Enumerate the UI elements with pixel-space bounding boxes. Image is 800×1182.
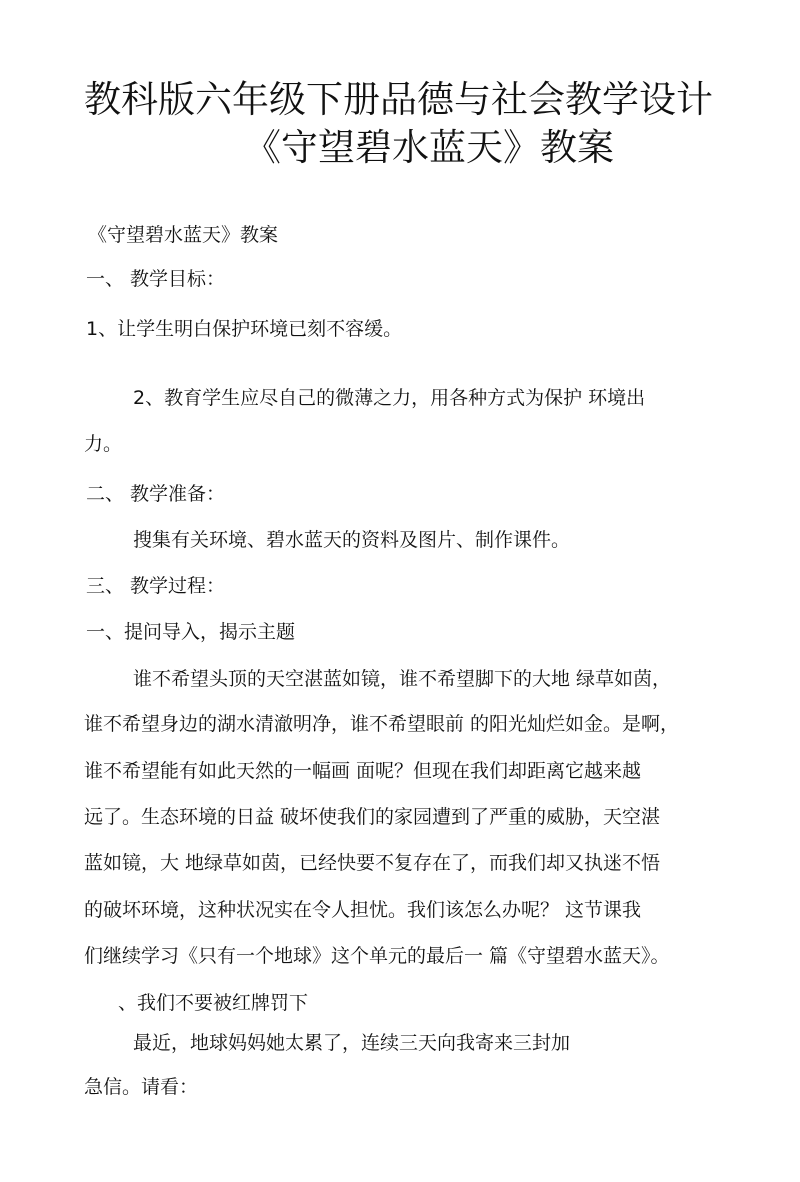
- section-process-heading: 三、 教学过程：: [86, 575, 226, 597]
- paragraph-line: 远了。生态环境的日益 破坏使我们的家园遭到了严重的威胁，天空湛: [84, 806, 661, 828]
- document-title-line-1: 教科版六年级下册品德与社会教学设计: [84, 78, 713, 121]
- paragraph-line: 谁不希望头顶的天空湛蓝如镜，谁不希望脚下的大地 绿草如茵，: [133, 668, 672, 690]
- step-1-heading: 一、提问导入，揭示主题: [86, 621, 296, 643]
- objective-1: 1、让学生明白保护环境已刻不容缓。: [86, 318, 403, 340]
- paragraph-line: 蓝如镜，大 地绿草如茵，已经快要不复存在了，而我们却又执迷不悟: [84, 852, 661, 874]
- paragraph-line: 的破坏环境，这种状况实在令人担忧。我们该怎么办呢？ 这节课我: [84, 899, 642, 921]
- preparation-text: 搜集有关环境、碧水蓝天的资料及图片、制作课件。: [133, 529, 571, 551]
- paragraph-line: 最近，地球妈妈她太累了，连续三天向我寄来三封加: [133, 1032, 571, 1054]
- section-preparation-heading: 二、 教学准备：: [86, 483, 226, 505]
- paragraph-line: 谁不希望身边的湖水清澈明净，谁不希望眼前 的阳光灿烂如金。是啊，: [84, 713, 680, 735]
- section-objectives-heading: 一、 教学目标：: [86, 268, 226, 290]
- document-title-line-2: 《守望碧水蓝天》教案: [244, 126, 614, 169]
- paragraph-line: 们继续学习《只有一个地球》这个单元的最后一 篇《守望碧水蓝天》。: [84, 945, 670, 967]
- objective-2-continued: 力。: [84, 433, 123, 455]
- lesson-heading: 《守望碧水蓝天》教案: [88, 224, 279, 246]
- paragraph-line: 谁不希望能有如此天然的一幅画 面呢？但现在我们却距离它越来越: [84, 760, 642, 782]
- paragraph-line: 急信。请看：: [84, 1076, 199, 1098]
- objective-2: 2、教育学生应尽自己的微薄之力，用各种方式为保护 环境出: [133, 387, 646, 409]
- step-2-heading: 、我们不要被红牌罚下: [118, 992, 309, 1014]
